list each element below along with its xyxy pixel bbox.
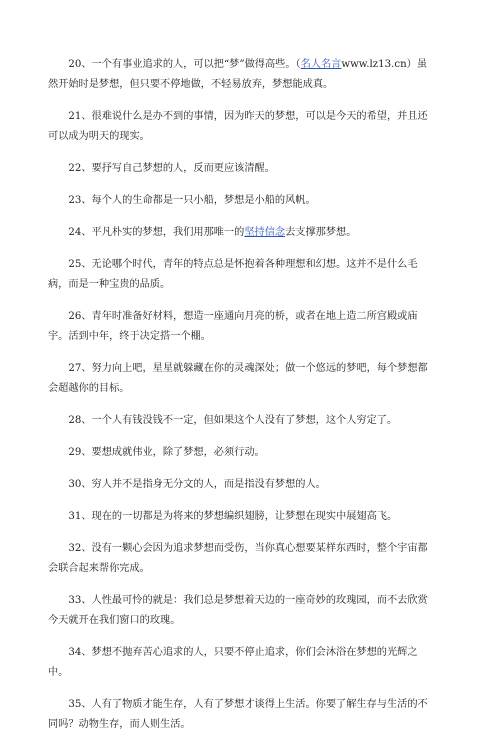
quote-list xyxy=(48,55,432,747)
list-item: 34、梦想不抛弃苦心追求的人，只要不停止追求，你们会沐浴在梦想的光辉之中。 xyxy=(48,647,418,678)
list-item: 21、很难说什么是办不到的事情，因为昨天的梦想，可以是今天的希望，并且还可以成为明天的现实。 xyxy=(48,111,428,142)
list-item: 25、无论哪个时代，青年的特点总是怀抱着各种理想和幻想。这并不是什么毛病，而是一种宝贵的品质。 xyxy=(48,259,418,290)
list-item: 32、没有一颗心会因为追求梦想而受伤，当你真心想要某样东西时，整个宇宙都会联合起来帮你完成。 xyxy=(48,543,428,574)
item-text-pre: 20、一个有事业追求的人，可以把“梦”做得高些。（ xyxy=(68,59,301,70)
list-item: 33、人性最可怜的就是：我们总是梦想着天边的一座奇妙的玫瑰园，而不去欣赏今天就开在我们窗口的玫瑰。 xyxy=(48,595,428,626)
famous-quotes-link[interactable]: 名人名言 xyxy=(300,59,342,70)
item-text-post: 去支撑那梦想。 xyxy=(285,227,357,238)
list-item: 23、每个人的生命都是一只小船，梦想是小船的风帆。 xyxy=(68,195,316,206)
item-text-post: www.lz13.cn）虽然开始时是梦想，但只要不停地做，不轻易放弃，梦想能成真。 xyxy=(48,59,428,90)
item-text-pre: 24、平凡朴实的梦想，我们用那唯一的 xyxy=(68,227,245,238)
list-item: 27、努力向上吧，星星就躲藏在你的灵魂深处；做一个悠远的梦吧，每个梦想都会超越你的目标。 xyxy=(48,363,428,394)
list-item: 31、现在的一切都是为将来的梦想编织翅膀，让梦想在现实中展翅高飞。 xyxy=(68,511,398,522)
persistence-belief-link[interactable]: 坚持信念 xyxy=(244,227,286,238)
list-item: 35、人有了物质才能生存，人有了梦想才谈得上生活。你要了解生存与生活的不同吗？动物生存，而人则生活。 xyxy=(48,699,428,730)
list-item: 28、一个人有钱没钱不一定，但如果这个人没有了梦想，这个人穷定了。 xyxy=(68,415,398,426)
list-item: 30、穷人并不是指身无分文的人，而是指没有梦想的人。 xyxy=(68,479,326,490)
list-item xyxy=(48,223,432,243)
list-item: 29、要想成就伟业，除了梦想，必须行动。 xyxy=(68,447,265,458)
list-item xyxy=(48,55,432,95)
list-item: 26、青年时准备好材料，想造一座通向月亮的桥，或者在地上造二所宫殿或庙宇。活到中年，终于决定搭一个棚。 xyxy=(48,311,418,342)
list-item: 22、要抒写自己梦想的人，反而更应该清醒。 xyxy=(68,163,275,174)
